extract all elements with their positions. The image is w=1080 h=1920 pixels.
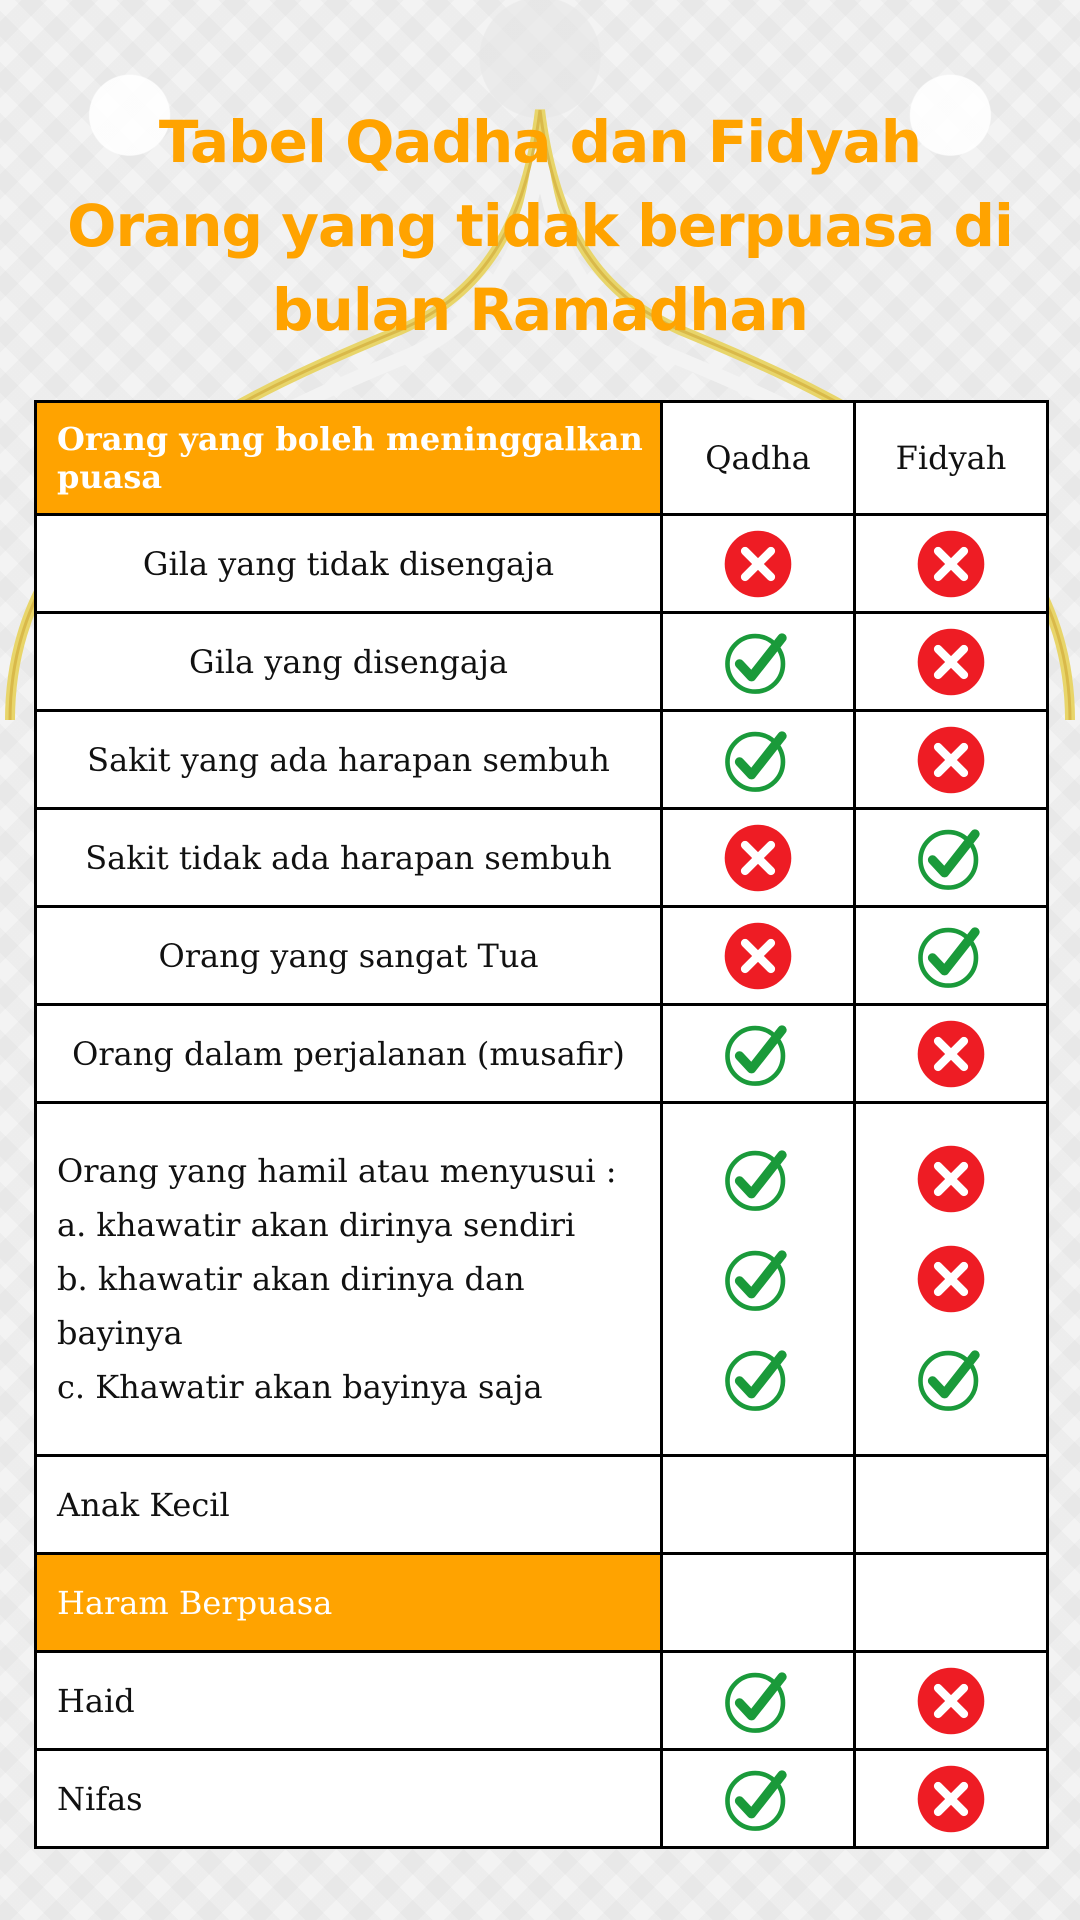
pregnant-line-4: bayinya [57,1314,183,1352]
row-label: Anak Kecil [36,1456,662,1554]
pregnant-line-2: a. khawatir akan dirinya sendiri [57,1206,576,1244]
qadha-cell [662,907,855,1005]
cross-circle-icon [914,1762,988,1836]
page-title [40,100,1040,352]
qadha-cell [662,1456,855,1554]
check-circle-icon [721,1017,795,1091]
cross-circle-icon [914,1017,988,1091]
check-circle-icon [914,821,988,895]
table-row-pregnant [36,1103,1048,1456]
table-row [36,613,1048,711]
row-label: Gila yang disengaja [36,613,662,711]
row-label: Orang dalam perjalanan (musafir) [36,1005,662,1103]
qadha-cell [662,1750,855,1848]
pregnant-line-1: Orang yang hamil atau menyusui : [57,1152,617,1190]
fidyah-cell [855,711,1048,809]
check-circle-icon [721,1142,795,1216]
check-circle-icon [721,1762,795,1836]
row-label: Nifas [36,1750,662,1848]
row-label: Haid [36,1652,662,1750]
fidyah-cell [855,1456,1048,1554]
row-label: Sakit tidak ada harapan sembuh [36,809,662,907]
table-row [36,809,1048,907]
fidyah-cell [855,1103,1048,1456]
fidyah-cell [855,809,1048,907]
pregnant-line-3: b. khawatir akan dirinya dan [57,1260,525,1298]
qadha-cell [662,1652,855,1750]
title-line-3: bulan Ramadhan [272,276,808,344]
table-header-row [36,402,1048,515]
title-line-2: Orang yang tidak berpuasa di [67,192,1013,260]
cross-circle-icon [721,821,795,895]
header-qadha: Qadha [662,402,855,515]
check-circle-icon [721,723,795,797]
check-circle-icon [721,625,795,699]
cross-circle-icon [914,1664,988,1738]
fidyah-cell [855,1750,1048,1848]
check-circle-icon [721,1342,795,1416]
header-fidyah: Fidyah [855,402,1048,515]
qadha-cell [662,1554,855,1652]
table-row [36,1652,1048,1750]
row-label: Sakit yang ada harapan sembuh [36,711,662,809]
table-row [36,711,1048,809]
row-label: Gila yang tidak disengaja [36,515,662,613]
section-label-haram: Haram Berpuasa [36,1554,662,1652]
table-row [36,1005,1048,1103]
cross-circle-icon [914,527,988,601]
pregnant-line-5: c. Khawatir akan bayinya saja [57,1368,543,1406]
fidyah-cell [855,515,1048,613]
pregnant-label [36,1103,662,1456]
qadha-cell [662,809,855,907]
header-category-label: Orang yang boleh meninggalkan puasa [36,402,662,515]
row-label: Orang yang sangat Tua [36,907,662,1005]
table-section-row [36,1554,1048,1652]
cross-circle-icon [721,919,795,993]
fidyah-cell [855,613,1048,711]
table-row [36,907,1048,1005]
title-line-1: Tabel Qadha dan Fidyah [158,108,922,176]
fidyah-cell [855,907,1048,1005]
qadha-fidyah-table [34,400,1049,1849]
fidyah-cell [855,1554,1048,1652]
check-circle-icon [914,919,988,993]
qadha-cell [662,711,855,809]
qadha-cell [662,515,855,613]
cross-circle-icon [914,1142,988,1216]
cross-circle-icon [721,527,795,601]
table-row [36,1456,1048,1554]
qadha-cell [662,1005,855,1103]
qadha-cell [662,613,855,711]
cross-circle-icon [914,723,988,797]
qadha-cell [662,1103,855,1456]
table-row [36,1750,1048,1848]
cross-circle-icon [914,625,988,699]
cross-circle-icon [914,1242,988,1316]
check-circle-icon [721,1242,795,1316]
table-row [36,515,1048,613]
fidyah-cell [855,1005,1048,1103]
check-circle-icon [914,1342,988,1416]
fidyah-cell [855,1652,1048,1750]
check-circle-icon [721,1664,795,1738]
